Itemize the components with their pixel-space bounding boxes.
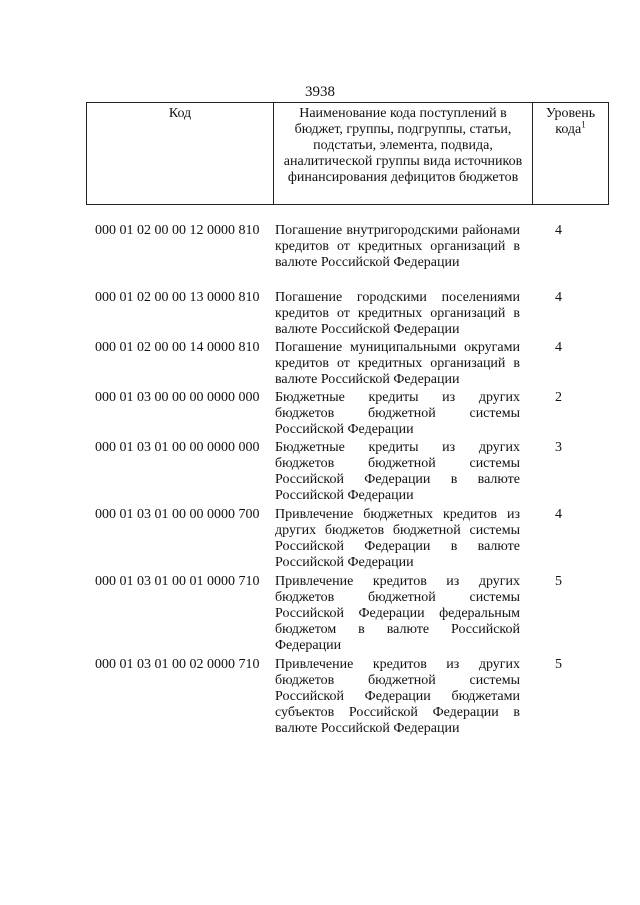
row-code: 000 01 02 00 00 14 0000 810 [95,340,260,355]
header-level-label: Уровень кода [545,106,596,137]
row-name: Бюджетные кредиты из других бюджетов бюджетной системы Российской Федерации в валюте Российской Федерации [275,440,520,503]
table-row [0,507,640,574]
row-code: 000 01 03 01 00 00 0000 700 [95,507,260,522]
row-name: Привлечение кредитов из других бюджетов бюджетной системы Российской Федерации бюджетами субъектов Российской Федерации в валюте Российской Федерации [275,657,520,736]
page-number: 3938 [305,84,335,100]
table-row [0,390,640,440]
header-code-label: Код [168,106,192,121]
table-row [0,223,640,290]
header-name-label: Наименование кода поступлений в бюджет, группы, подгруппы, статьи, подстатьи, элемента, подвида, аналитической группы вида источников финансирования дефицитов бюджетов [283,106,523,185]
header-code [87,103,274,205]
row-level: 4 [555,223,562,238]
table-row [0,440,640,507]
table-row [0,340,640,390]
table-row [0,290,640,340]
row-level: 5 [555,657,562,672]
header-table [86,102,609,205]
code-list [0,223,640,740]
header-name [274,103,533,205]
row-code: 000 01 03 01 00 01 0000 710 [95,574,260,589]
row-code: 000 01 03 01 00 02 0000 710 [95,657,260,672]
row-name: Привлечение бюджетных кредитов из других бюджетов бюджетной системы Российской Федерации в валюте Российской Федерации [275,507,520,570]
row-level: 5 [555,574,562,589]
row-code: 000 01 03 00 00 00 0000 000 [95,390,260,405]
header-level [533,103,609,205]
row-name: Бюджетные кредиты из других бюджетов бюджетной системы Российской Федерации [275,390,520,437]
row-level: 4 [555,290,562,305]
row-name: Погашение внутригородскими районами кредитов от кредитных организаций в валюте Российской Федерации [275,223,520,270]
row-name: Привлечение кредитов из других бюджетов бюджетной системы Российской Федерации федеральным бюджетом в валюте Российской Федерации [275,574,520,653]
row-code: 000 01 02 00 00 12 0000 810 [95,223,260,238]
table-row [0,657,640,740]
row-level: 4 [555,507,562,522]
row-level: 2 [555,390,562,405]
row-level: 4 [555,340,562,355]
row-name: Погашение муниципальными округами кредитов от кредитных организаций в валюте Российской Федерации [275,340,520,387]
row-level: 3 [555,440,562,455]
row-code: 000 01 03 01 00 00 0000 000 [95,440,260,455]
row-name: Погашение городскими поселениями кредитов от кредитных организаций в валюте Российской Федерации [275,290,520,337]
footnote-mark: 1 [581,119,586,130]
table-row [0,574,640,657]
row-code: 000 01 02 00 00 13 0000 810 [95,290,260,305]
